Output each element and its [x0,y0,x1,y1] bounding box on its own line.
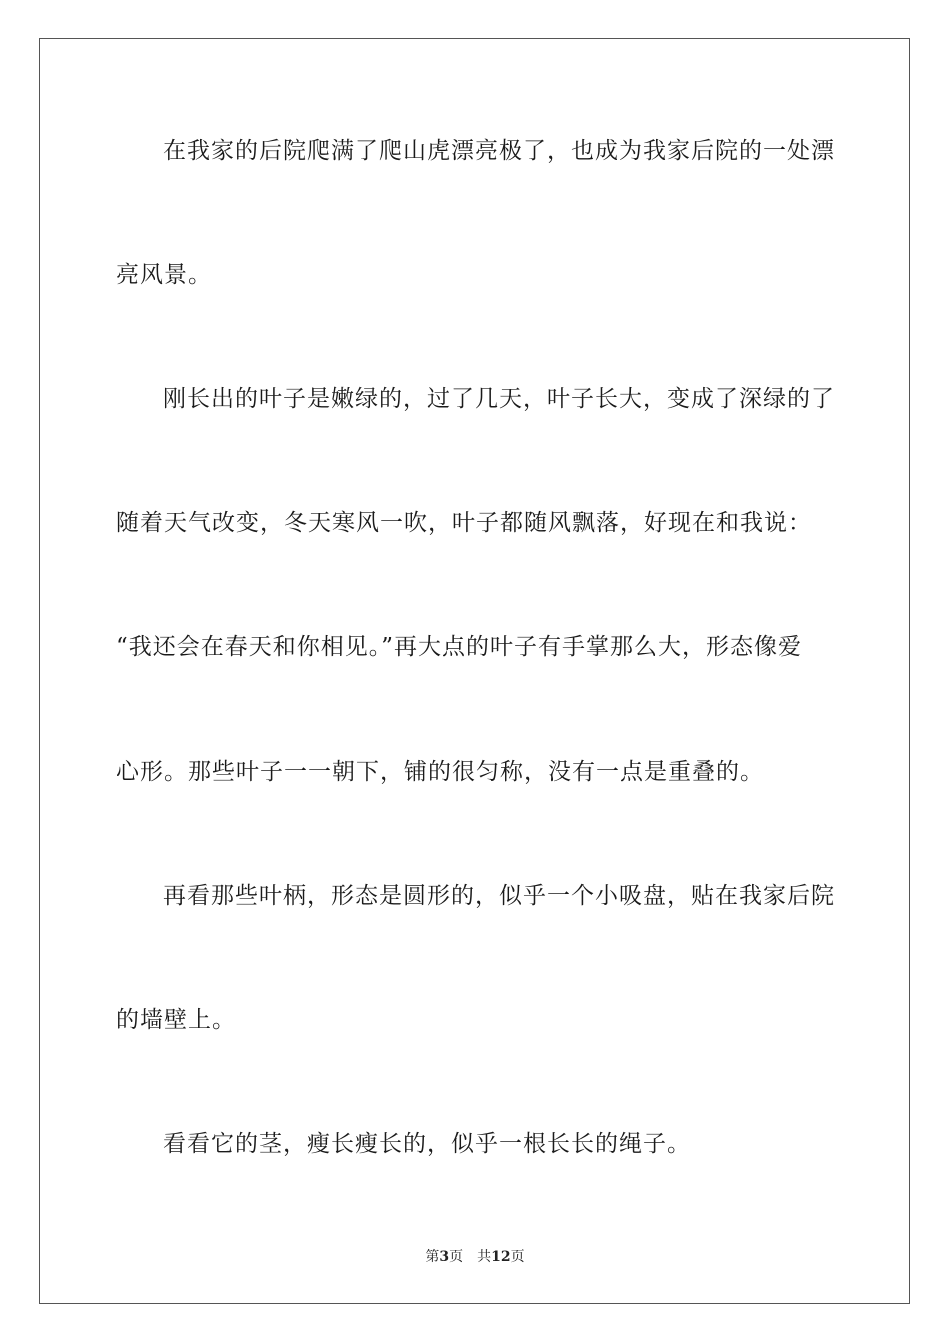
paragraph-line: 随着天气改变，冬天寒风一吹，叶子都随风飘落，好现在和我说： [116,510,812,536]
page-suffix: 页 [449,1249,464,1265]
paragraph-line: 再看那些叶柄，形态是圆形的，似乎一个小吸盘，贴在我家后院 [163,883,835,909]
paragraph-line: 在我家的后院爬满了爬山虎漂亮极了，也成为我家后院的一处漂 [163,138,835,164]
paragraph-line: “我还会在春天和你相见。”再大点的叶子有手掌那么大，形态像爱 [116,634,803,660]
total-prefix: 共 [477,1249,492,1265]
paragraph-line: 的墙壁上。 [116,1007,236,1033]
page-border [39,38,910,1304]
paragraph-line: 心形。那些叶子一一朝下，铺的很匀称，没有一点是重叠的。 [116,759,764,785]
paragraph-line: 看看它的茎，瘦长瘦长的，似乎一根长长的绳子。 [163,1131,691,1157]
paragraph-line: 刚长出的叶子是嫩绿的，过了几天，叶子长大，变成了深绿的了 [163,386,835,412]
page-footer [0,1248,950,1266]
page-number: 3 [439,1249,450,1265]
page-prefix: 第 [425,1249,440,1265]
total-suffix: 页 [510,1249,525,1265]
paragraph-line: 亮风景。 [116,262,212,288]
total-pages: 12 [491,1249,511,1265]
